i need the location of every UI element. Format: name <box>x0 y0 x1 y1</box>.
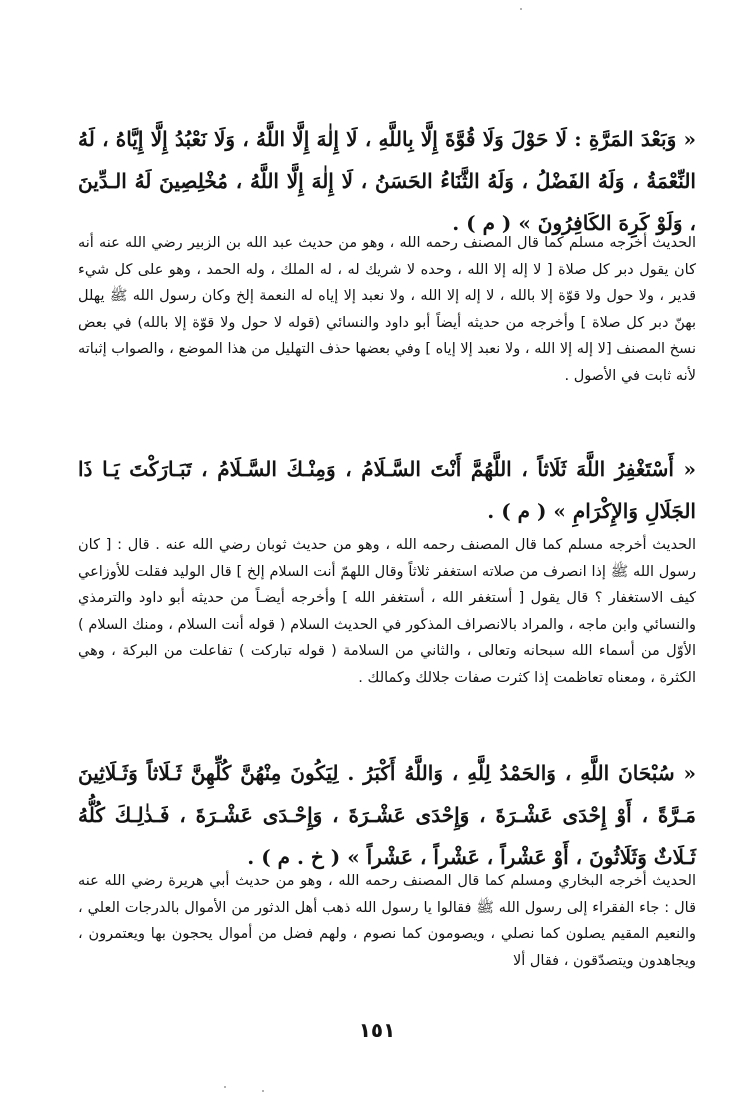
commentary-paragraph-3: الحديث أخرجه البخاري ومسلم كما قال المصنف رحمه الله ، وهو من حديث أبي هريرة رضي الله عنه قال : جاء الفقراء إلى رسول الله ﷺ فقالوا يا رسول الله ذهب أهل الدثور من الأموال بالدرجات العلي ، والنعيم المقيم يصلون كما نصلي ، ويصومون كما نصوم ، ولهم فضل من أموال يحجون بها ويعتمرون ، ويجاهدون ويتصدّقون ، فقال ألا <box>78 873 696 969</box>
commentary-paragraph-1: الحديث أخرجه مسلم كما قال المصنف رحمه الله ، وهو من حديث عبد الله بن الزبير رضي الله عنه أنه كان يقول دبر كل صلاة [ لا إله إلا الله ، وحده لا شريك له ، له الملك ، وله الحمد ، وهو على كل شيء قدير ، ولا حول ولا قوّة إلا بالله ، لا إله إلا الله ، ولا نعبد إلا إياه له النعمة إلخ وكان رسول الله ﷺ يهلل بهنّ دبر كل صلاة ] وأخرجه من حديثه أيضاً أبو داود والنسائي (قوله لا حول ولا قوّة إلا بالله) في بعض نسخ المصنف [لا إله إلا الله ، ولا نعبد إلا إياه ] وفي بعضها حذف التهليل من هذا الموضع ، والصواب إثباته لأنه ثابت في الأصول . <box>78 235 696 384</box>
scan-speck <box>520 8 522 10</box>
commentary-paragraph-2: الحديث أخرجه مسلم كما قال المصنف رحمه الله ، وهو من حديث ثوبان رضي الله عنه . قال : [ كان رسول الله ﷺ إذا انصرف من صلاته استغفر ثلاثاً وقال اللهمّ أنت السلام إلخ ] قال الوليد فقلت للأوزاعي كيف الاستغفار ؟ قال يقول [ أستغفر الله ، أستغفر الله ] وأخرجه أيضـاً من حديثه أبو داود والترمذي والنسائي وابن ماجه ، والمراد بالانصراف المذكور في الحديث السلام ( قوله أنت السلام ، ومنك السلام ) الأوّل من أسماء الله سبحانه وتعالى ، والثاني من السلامة ( قوله تباركت ) تفاعلت من البركة ، وهي الكثرة ، ومعناه تعاظمت إذا كثرت صفات جلالك وكمالك . <box>78 537 696 686</box>
page-number: ١٥١ <box>358 1018 396 1042</box>
scan-speck <box>262 1090 264 1092</box>
hadith-text-1: « وَبَعْدَ المَرَّةِ : لَا حَوْلَ وَلَا قُوَّةَ إِلَّا بِاللَّهِ ، لَا إِلٰهَ إِلَّا اللَّهُ ، وَلَا نَعْبُدُ إِلَّا إِيَّاهُ ، لَهُ النِّعْمَةُ ، وَلَهُ الفَضْلُ ، وَلَهُ الثَّنَاءُ الحَسَنُ ، لَا إِلٰهَ إِلَّا اللَّهُ ، مُخْلِصِينَ لَهُ الـدِّينَ ، وَلَوْ كَرِهَ الكَافِرُونَ » ( م ) . <box>78 127 696 235</box>
scan-speck <box>224 1086 226 1088</box>
hadith-text-3: « سُبْحَانَ اللَّهِ ، وَالحَمْدُ لِلَّهِ ، وَاللَّهُ أَكْبَرُ . لِيَكُونَ مِنْهُنَّ كُلِّهِنَّ ثَـلَاثاً وَثَـلَاثِينَ مَـرَّةً ، أَوْ إِحْدَى عَشْـرَةَ ، وَإِحْدَى عَشْـرَةَ ، وَإِحْـدَى عَشْـرَةَ ، فَـذٰلِـكَ كُلُّهُ ثَـلَاثٌ وَثَلَاثُونَ ، أَوْ عَشْراً ، عَشْراً ، عَشْراً » ( خ . م ) . <box>78 761 696 869</box>
hadith-text-2: « أَسْتَغْفِرُ اللَّهَ ثَلَاثاً ، اللَّهُمَّ أَنْتَ السَّـلَامُ ، وَمِنْـكَ السَّـلَامُ ، تَبَـارَكْتَ يَـا ذَا الجَلَالِ وَالإِكْرَامِ » ( م ) . <box>78 457 696 523</box>
